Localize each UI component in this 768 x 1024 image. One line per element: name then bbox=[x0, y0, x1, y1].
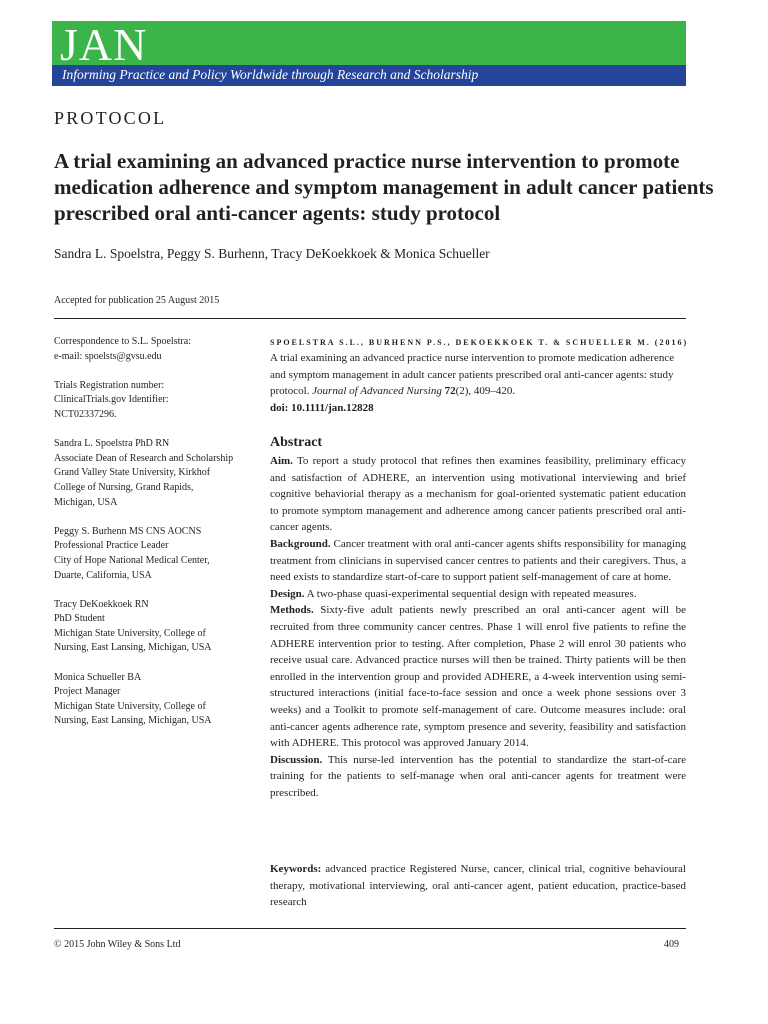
affiliation-line: Tracy DeKoekkoek RN bbox=[54, 598, 149, 610]
abstract-heading: Abstract bbox=[270, 435, 323, 450]
abstract-label: Methods. bbox=[270, 604, 314, 617]
registration-line: ClinicalTrials.gov Identifier: bbox=[54, 394, 169, 406]
citation-issue-pages: (2), 409–420. bbox=[455, 385, 516, 397]
citation-journal: Journal of Advanced Nursing bbox=[312, 385, 442, 397]
author-affiliation bbox=[54, 437, 249, 510]
divider-bottom bbox=[54, 928, 686, 929]
affiliation-line: City of Hope National Medical Center, bbox=[54, 554, 210, 566]
affiliation-line: Michigan State University, College of bbox=[54, 627, 206, 639]
affiliation-line: PhD Student bbox=[54, 613, 105, 625]
abstract-section-background bbox=[270, 536, 686, 586]
affiliation-line: College of Nursing, Grand Rapids, bbox=[54, 481, 194, 493]
author-list: Sandra L. Spoelstra, Peggy S. Burhenn, Tracy DeKoekkoek & Monica Schueller bbox=[54, 246, 490, 261]
affiliation-line: Associate Dean of Research and Scholarship bbox=[54, 452, 234, 464]
keywords-text: advanced practice Registered Nurse, cancer, clinical trial, cognitive behavioural therapy, motivational interviewing, oral anti-cancer agent, patient education, practice-based research bbox=[270, 863, 686, 909]
citation-text: A trial examining an advanced practice nurse intervention to promote medication adherence and symptom management in adult cancer patients prescribed oral anti-cancer agents: study protocol. bbox=[270, 352, 675, 397]
page-number: 409 bbox=[664, 939, 679, 950]
correspondence-email[interactable]: e-mail: spoelsts@gvsu.edu bbox=[54, 350, 162, 362]
citation bbox=[270, 350, 686, 416]
affiliation-line: Michigan, USA bbox=[54, 496, 118, 508]
journal-logo: JAN bbox=[60, 19, 148, 70]
affiliation-line: Professional Practice Leader bbox=[54, 540, 169, 552]
abstract-text: This nurse-led intervention has the potential to standardize the start-of-care training for the patients to self-manage when oral anti-cancer agents for treatment were prescribed. bbox=[270, 753, 686, 799]
affiliation-line: Sandra L. Spoelstra PhD RN bbox=[54, 438, 170, 450]
author-affiliation bbox=[54, 525, 249, 583]
author-affiliation bbox=[54, 671, 249, 729]
keywords-label: Keywords: bbox=[270, 863, 322, 875]
citation-doi[interactable]: doi: 10.1111/jan.12828 bbox=[270, 401, 374, 414]
abstract-label: Background. bbox=[270, 537, 331, 550]
accepted-date: Accepted for publication 25 August 2015 bbox=[54, 295, 220, 306]
author-affiliation bbox=[54, 598, 249, 656]
abstract-text: Cancer treatment with oral anti-cancer agents shifts responsibility for managing treatment from clinicians in supervised cancer centres to patients and their caregivers. Thus, a need exists to standardize start-of-care to support patient self-management of care at home. bbox=[270, 537, 686, 584]
correspondence-block bbox=[54, 335, 249, 364]
correspondence-line: Correspondence to S.L. Spoelstra: bbox=[54, 336, 191, 347]
citation-volume: 72 bbox=[444, 385, 456, 397]
journal-tagline: Informing Practice and Policy Worldwide through Research and Scholarship bbox=[62, 67, 479, 82]
abstract-text: Sixty-five adult patients newly prescribed an oral anti-cancer agent will be recruited from three community cancer centres. Phase 1 will enrol five patients to refine the ADHERE intervention prior to testing. After completion, Phase 2 will enrol 30 patients who receive usual care. Advanced practice nurses will then be trained. Thirty patients will be then enrolled in the intervention group and provided ADHERE, a 4-week intervention using semi-structured interactions (initial face-to-face session and once a week phone sessions over 3 weeks) and a Toolkit to promote self-management of care. Outcome measures include: oral anti-cancer agents adherence rate, symptom presence and severity, feasibility and satisfaction with ADHERE. This protocol was approved January 2014. bbox=[270, 604, 686, 750]
abstract-section-aim bbox=[270, 453, 686, 536]
affiliation-line: Nursing, East Lansing, Michigan, USA bbox=[54, 642, 212, 654]
divider-top bbox=[54, 318, 686, 319]
section-label: PROTOCOL bbox=[54, 108, 167, 128]
affiliation-line: Michigan State University, College of bbox=[54, 700, 206, 712]
affiliation-line: Nursing, East Lansing, Michigan, USA bbox=[54, 715, 212, 727]
registration-block bbox=[54, 379, 249, 423]
abstract-text: A two-phase quasi-experimental sequential design with repeated measures. bbox=[304, 587, 637, 600]
abstract-label: Discussion. bbox=[270, 753, 323, 766]
abstract-label: Design. bbox=[270, 587, 305, 600]
abstract-body bbox=[270, 453, 686, 801]
citation-authors: SPOELSTRA S.L., BURHENN P.S., DEKOEKKOEK T. & SCHUELLER M. (2016) bbox=[270, 338, 689, 347]
affiliation-line: Project Manager bbox=[54, 686, 121, 698]
affiliation-line: Grand Valley State University, Kirkhof bbox=[54, 467, 211, 479]
article-title: A trial examining an advanced practice nurse intervention to promote medication adherence and symptom management in adult cancer patients prescribed oral anti-cancer agents: study protocol bbox=[54, 149, 714, 225]
registration-line: Trials Registration number: bbox=[54, 379, 165, 391]
abstract-text: To report a study protocol that refines then examines feasibility, preliminary efficacy and satisfaction of ADHERE, an intervention using motivational interviewing and brief cognitive behaviorial therapy as a mechanism for goal-oriented systematic patient education to promote symptom management and adherence among cancer patients prescribed oral anti-cancer agents. bbox=[270, 455, 686, 534]
abstract-label: Aim. bbox=[270, 455, 293, 467]
abstract-section-methods bbox=[270, 602, 686, 751]
journal-banner bbox=[52, 21, 686, 86]
sidebar bbox=[54, 335, 249, 744]
registration-line: NCT02337296. bbox=[54, 408, 117, 420]
abstract-section-design bbox=[270, 586, 686, 603]
affiliation-line: Monica Schueller BA bbox=[54, 671, 142, 683]
abstract-section-discussion bbox=[270, 752, 686, 802]
affiliation-line: Peggy S. Burhenn MS CNS AOCNS bbox=[54, 525, 202, 537]
affiliation-line: Duarte, California, USA bbox=[54, 569, 152, 581]
keywords bbox=[270, 861, 686, 911]
footer-copyright: © 2015 John Wiley & Sons Ltd bbox=[54, 939, 181, 950]
